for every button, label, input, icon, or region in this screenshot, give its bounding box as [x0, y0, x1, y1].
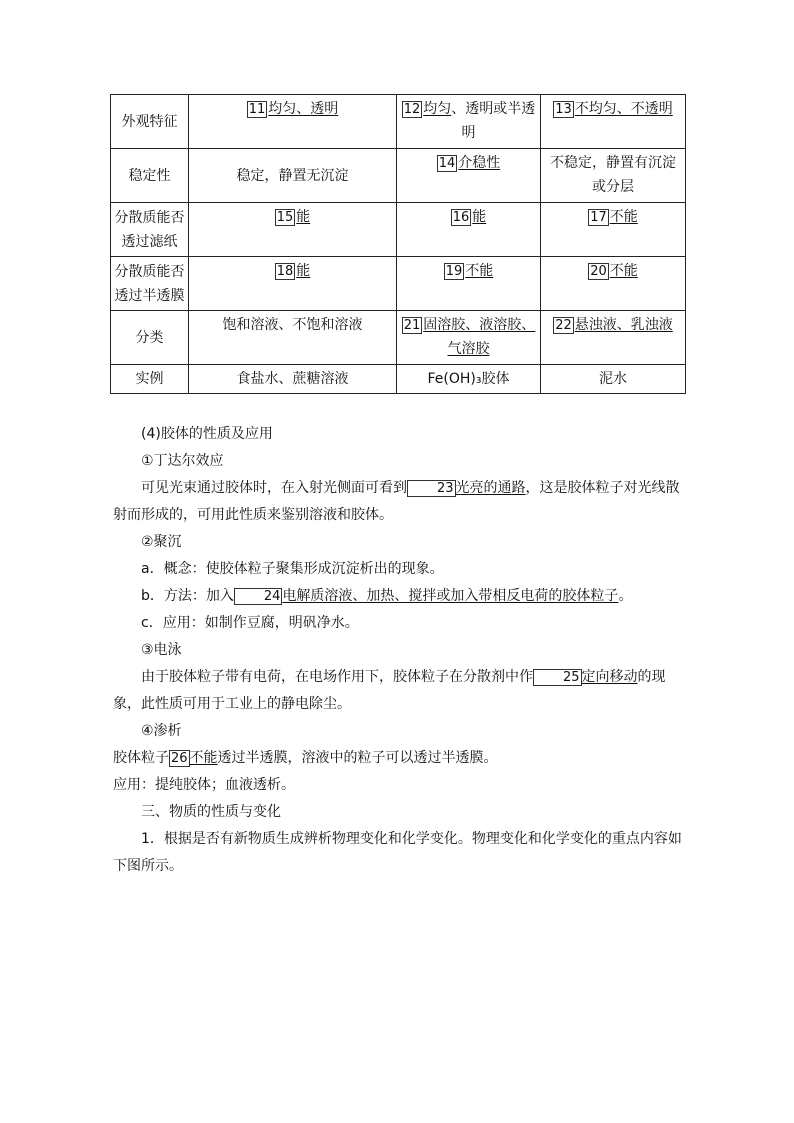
- blank-number: 22: [555, 318, 572, 333]
- table-cell: [541, 203, 686, 257]
- blank-number: 19: [445, 264, 463, 279]
- answer-text: 悬浊液、乳浊液: [574, 317, 673, 333]
- answer-text: 介稳性: [458, 155, 501, 171]
- section-three-paragraph: 1．根据是否有新物质生成辨析物理变化和化学变化。物理变化和化学变化的重点内容如下图所示。: [113, 831, 682, 874]
- dialysis-application: 应用：提纯胶体；血液透析。: [113, 777, 295, 793]
- coagulation-method: b．方法：加入 24 电解质溶液、加热、搅拌或加入带相反电荷的胶体粒子。: [141, 588, 633, 604]
- blank-number: 15: [276, 210, 294, 225]
- cell-text: 泥水: [599, 371, 627, 387]
- answer-text: 电解质溶液、加热、搅拌或加入带相反电荷的胶体粒子: [282, 588, 619, 604]
- blank-number: 25: [533, 669, 582, 686]
- blank-number: 17: [590, 210, 607, 225]
- table-cell: [189, 257, 397, 311]
- table-cell: [397, 149, 541, 203]
- row-label: 实例: [111, 365, 189, 394]
- answer-text: 均匀: [423, 101, 452, 117]
- cell-text: 、透明或半透明: [451, 101, 536, 141]
- blank-number: 20: [590, 264, 607, 279]
- table-cell: [189, 311, 397, 365]
- dialysis-paragraph: 胶体粒子 26 不能透过半透膜，溶液中的粒子可以透过半透膜。: [113, 750, 498, 766]
- table-cell: [397, 95, 541, 149]
- table-cell: [541, 257, 686, 311]
- tyndall-paragraph: 可见光束通过胶体时，在入射光侧面可看到 23 光亮的通路，这是胶体粒子对光线散射而形成的，可用此性质来鉴别溶液和胶体。: [113, 480, 680, 523]
- table-cell: [541, 149, 686, 203]
- electrophoresis-paragraph: 由于胶体粒子带有电荷，在电场作用下，胶体粒子在分散剂中作 25 定向移动的现象，此性质可用于工业上的静电除尘。: [113, 669, 666, 712]
- table-cell: [397, 311, 541, 365]
- table-cell: [189, 203, 397, 257]
- answer-text: 不能: [609, 263, 638, 279]
- cell-text: 稳定，静置无沉淀: [236, 167, 349, 184]
- section-heading: (4)胶体的性质及应用: [141, 426, 273, 442]
- answer-text: 光亮的通路: [455, 480, 526, 496]
- table-cell: [397, 257, 541, 311]
- table-cell: [541, 311, 686, 365]
- section-three-heading: 三、物质的性质与变化: [141, 804, 281, 820]
- blank-number: 18: [276, 264, 294, 279]
- row-label: 分散质能否透过半透膜: [111, 257, 189, 311]
- answer-text: 定向移动: [581, 669, 638, 685]
- answer-text: 能: [296, 209, 311, 225]
- subheading-dialysis: ④渗析: [141, 723, 182, 739]
- table-row: [111, 365, 686, 394]
- blank-number: 24: [234, 588, 283, 605]
- table-cell: [189, 95, 397, 149]
- cell-text: 不稳定，静置有沉淀或分层: [550, 155, 676, 195]
- blank-number: 11: [248, 102, 266, 117]
- subheading-coagulation: ②聚沉: [141, 534, 182, 550]
- table-row: [111, 149, 686, 203]
- table-cell: [397, 203, 541, 257]
- answer-text: 不能: [609, 209, 638, 225]
- coagulation-concept: a．概念：使胶体粒子聚集形成沉淀析出的现象。: [141, 561, 444, 577]
- answer-text: 不能: [465, 263, 494, 279]
- table-cell: [541, 95, 686, 149]
- answer-text: 均匀、透明: [268, 101, 339, 117]
- table-cell: [541, 365, 686, 394]
- cell-text: Fe(OH)₃胶体: [427, 371, 510, 387]
- blank-number: 12: [403, 102, 421, 117]
- answer-text: 固溶胶、液溶胶、气溶胶: [423, 317, 536, 357]
- colloid-properties-section: [113, 421, 683, 880]
- blank-number: 13: [555, 102, 572, 117]
- table-row: [111, 95, 686, 149]
- table-cell: [397, 365, 541, 394]
- table-row: [111, 311, 686, 365]
- blank-number: 23: [407, 480, 456, 497]
- row-label: 稳定性: [111, 149, 189, 203]
- table-cell: [189, 149, 397, 203]
- row-label: 分类: [111, 311, 189, 365]
- blank-number: 14: [438, 156, 456, 171]
- subheading-electrophoresis: ③电泳: [141, 642, 182, 658]
- answer-text: 不均匀、不透明: [574, 101, 673, 117]
- answer-text: 能: [296, 263, 311, 279]
- coagulation-application: c．应用：如制作豆腐，明矾净水。: [141, 615, 359, 631]
- blank-number: 26: [171, 751, 188, 766]
- table-cell: [189, 365, 397, 394]
- subheading-tyndall: ①丁达尔效应: [141, 453, 224, 469]
- dispersion-comparison-table: [110, 94, 686, 394]
- cell-text: 食盐水、蔗糖溶液: [236, 371, 349, 387]
- table-row: [111, 257, 686, 311]
- cell-text: 饱和溶液、不饱和溶液: [222, 317, 363, 333]
- answer-text: 不能: [189, 750, 218, 766]
- blank-number: 16: [452, 210, 470, 225]
- blank-number: 21: [403, 318, 421, 333]
- answer-text: 能: [472, 209, 487, 225]
- table-row: [111, 203, 686, 257]
- row-label: 分散质能否透过滤纸: [111, 203, 189, 257]
- row-label: 外观特征: [111, 95, 189, 149]
